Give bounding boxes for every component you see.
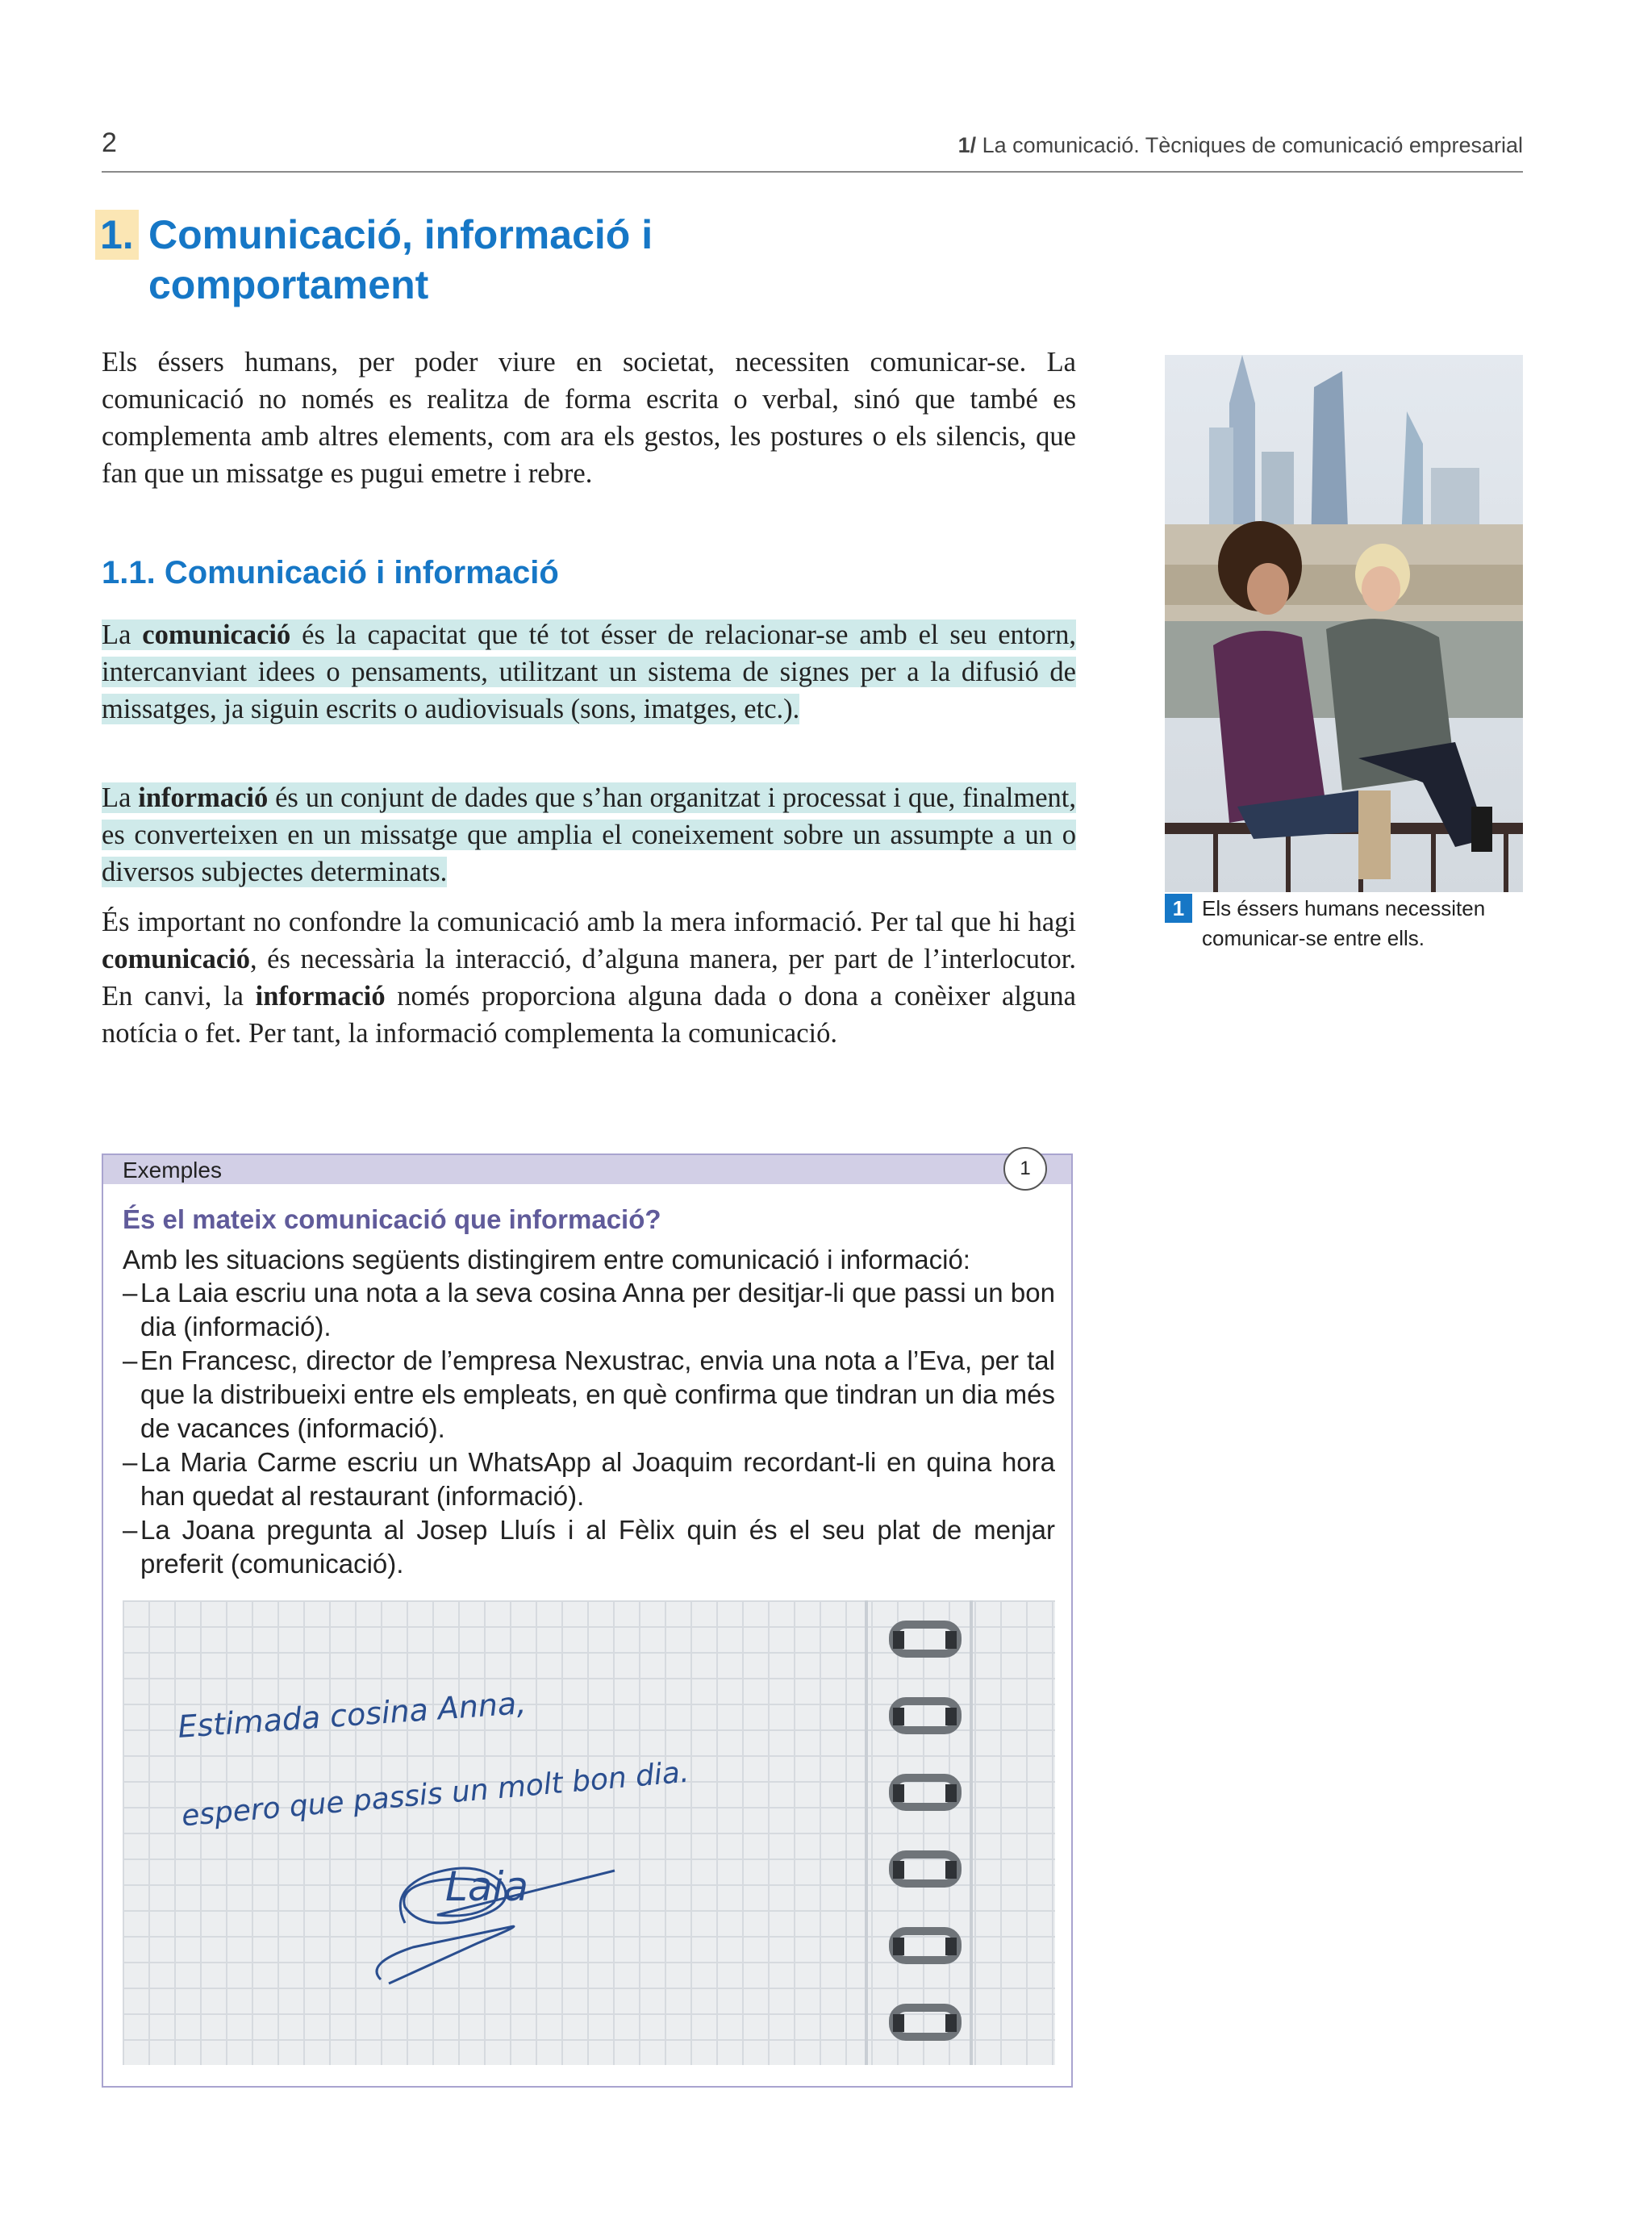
list-dash: – xyxy=(123,1345,138,1375)
comparison-bold-informacio: informació xyxy=(255,981,386,1012)
spiral-binding xyxy=(865,1600,973,2065)
example-item xyxy=(123,1276,1055,1344)
example-item-text: La Maria Carme escriu un WhatsApp al Joaquim recordant-li en quina hora han quedat al restaurant (informació). xyxy=(140,1447,1055,1511)
comparison-part2: , és necessària la interacció, d’alguna manera, per part de l’interlocutor. En canvi, la xyxy=(102,944,1076,1012)
example-item xyxy=(123,1445,1055,1513)
definition-informacio-after: és un conjunt de dades que s’han organitzat i processat i que, finalment, es converteixen en un missatge que amplia el coneixement sobre un assumpte a un o diversos subjectes determinats. xyxy=(102,782,1076,887)
conversation-photo-illustration xyxy=(1165,355,1523,892)
intro-paragraph: Els éssers humans, per poder viure en societat, necessiten comunicar-se. La comunicació no només es realitza de forma escrita o verbal, sinó que també es complementa amb altres elements, com ara els gestos, les postures o els silencis, que fan que un missatge es pugui emetre i rebre. xyxy=(102,347,1076,489)
example-item xyxy=(123,1344,1055,1445)
figure-number-badge: 1 xyxy=(1165,894,1192,923)
example-intro: Amb les situacions següents distingirem entre comunicació i informació: xyxy=(123,1245,970,1274)
note-greeting: Estimada cosina Anna, xyxy=(176,1684,528,1746)
chapter-prefix: 1/ xyxy=(957,133,977,157)
header-rule xyxy=(102,171,1523,173)
definition-comunicacio-after: és la capacitat que té tot ésser de relacionar-se amb el seu entorn, intercanviant idees o pensaments, utilitzant un sistema de signes per a la difusió de missatges, ja siguin escrits o audiovisuals (sons, imatges, etc.). xyxy=(102,619,1076,724)
definition-informacio-highlight xyxy=(102,782,1076,887)
example-item xyxy=(123,1513,1055,1581)
section-title: Comunicació, informació i comportament xyxy=(148,212,653,307)
list-dash: – xyxy=(123,1515,138,1545)
example-item-text: La Joana pregunta al Josep Lluís i al Fèlix quin és el seu plat de menjar preferit (comunicació). xyxy=(140,1515,1055,1579)
example-number-badge: 1 xyxy=(1003,1147,1047,1191)
example-label: Exemples xyxy=(123,1158,222,1183)
section-number: 1. xyxy=(95,210,139,260)
example-item-text: La Laia escriu una nota a la seva cosina Anna per desitjar-li que passi un bon dia (informació). xyxy=(140,1278,1055,1341)
list-dash: – xyxy=(123,1278,138,1308)
comparison-paragraph xyxy=(102,903,1076,1052)
list-dash: – xyxy=(123,1447,138,1477)
page-number: 2 xyxy=(102,127,117,158)
comparison-part1: És important no confondre la comunicació amb la mera informació. Per tal que hi hagi xyxy=(102,907,1076,937)
definition-comunicacio-highlight xyxy=(102,619,1076,724)
example-header-bar xyxy=(103,1155,1071,1184)
example-box xyxy=(102,1153,1073,2088)
definition-comunicacio-before: La xyxy=(102,619,143,650)
handwritten-signature xyxy=(123,1600,1055,2065)
figure-photo xyxy=(1165,355,1523,892)
note-message: espero que passis un molt bon dia. xyxy=(180,1755,690,1833)
definition-comunicacio xyxy=(102,616,1076,728)
definition-informacio xyxy=(102,779,1076,891)
definition-informacio-before: La xyxy=(102,782,139,813)
term-informacio: informació xyxy=(138,782,269,813)
example-item-text: En Francesc, director de l’empresa Nexustrac, envia una nota a l’Eva, per tal que la distribueixi entre els empleats, en què confirma que tindran un dia més de vacances (informació). xyxy=(140,1345,1055,1443)
running-header xyxy=(958,133,1523,158)
note-signature-name: Laia xyxy=(445,1863,529,1910)
notebook-image xyxy=(123,1600,1055,2065)
term-comunicacio: comunicació xyxy=(142,619,291,650)
chapter-title: La comunicació. Tècniques de comunicació empresarial xyxy=(982,133,1523,157)
subsection-title: 1.1. Comunicació i informació xyxy=(102,555,559,590)
comparison-part3: només proporciona alguna dada o dona a conèixer alguna notícia o fet. Per tant, la informació complementa la comunicació. xyxy=(102,981,1076,1049)
comparison-bold-comunicacio: comunicació xyxy=(102,944,250,974)
example-list xyxy=(123,1276,1055,1581)
example-question: És el mateix comunicació que informació? xyxy=(123,1204,661,1234)
figure-caption: Els éssers humans necessiten comunicar-se entre ells. xyxy=(1202,896,1486,950)
